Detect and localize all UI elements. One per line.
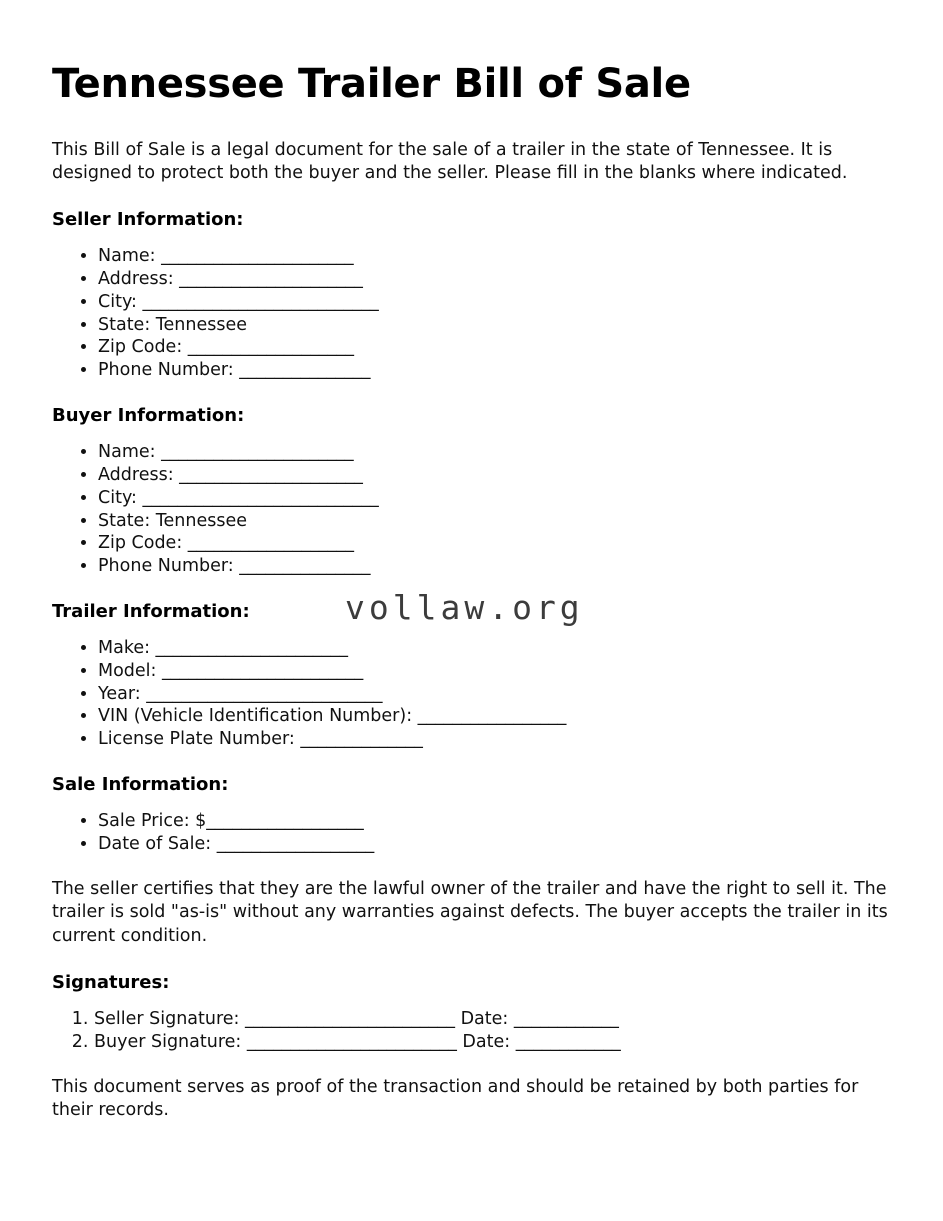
trailer-information-heading: Trailer Information:: [52, 600, 250, 622]
buyer-field-list: [52, 441, 891, 578]
list-item: • Name: ______________________: [98, 441, 891, 464]
list-item: • City: ___________________________: [98, 487, 891, 510]
list-item: 2. Buyer Signature: ________________________ Date: ____________: [94, 1031, 891, 1054]
seller-information-heading: Seller Information:: [52, 209, 244, 231]
list-item: • Make: ______________________: [98, 637, 891, 660]
buyer-information-heading: Buyer Information:: [52, 404, 245, 426]
list-item: • Phone Number: _______________: [98, 555, 891, 578]
intro-paragraph: This Bill of Sale is a legal document for the sale of a trailer in the state of Tennessee. It is designed to protect both the buyer and the seller. Please fill in the blanks where indicated.: [52, 139, 848, 184]
list-item: • Name: ______________________: [98, 245, 891, 268]
list-item: • Date of Sale: __________________: [98, 833, 891, 856]
list-item: • Zip Code: ___________________: [98, 336, 891, 359]
list-item: • VIN (Vehicle Identification Number): _________________: [98, 705, 891, 728]
list-item: • License Plate Number: ______________: [98, 728, 891, 751]
trailer-field-list: [52, 637, 891, 751]
site-watermark: vollaw.org: [345, 588, 584, 627]
list-item: • Year: ___________________________: [98, 683, 891, 706]
certification-paragraph: The seller certifies that they are the lawful owner of the trailer and have the right to sell it. The trailer is sold "as-is" without any warranties against defects. The buyer accepts the trailer in its current condition.: [52, 878, 888, 947]
list-item: • State: Tennessee: [98, 314, 891, 337]
list-item: • Address: _____________________: [98, 268, 891, 291]
list-item: • City: ___________________________: [98, 291, 891, 314]
list-item: • State: Tennessee: [98, 510, 891, 533]
signature-field-list: [52, 1008, 891, 1054]
page-title: Tennessee Trailer Bill of Sale: [52, 61, 691, 107]
sale-information-heading: Sale Information:: [52, 773, 229, 795]
list-item: • Zip Code: ___________________: [98, 532, 891, 555]
sale-field-list: [52, 810, 891, 856]
list-item: • Sale Price: $__________________: [98, 810, 891, 833]
list-item: • Model: _______________________: [98, 660, 891, 683]
list-item: 1. Seller Signature: ________________________ Date: ____________: [94, 1008, 891, 1031]
list-item: • Address: _____________________: [98, 464, 891, 487]
closing-paragraph: This document serves as proof of the transaction and should be retained by both parties for their records.: [52, 1076, 859, 1121]
signatures-heading: Signatures:: [52, 971, 170, 993]
list-item: • Phone Number: _______________: [98, 359, 891, 382]
seller-field-list: [52, 245, 891, 382]
